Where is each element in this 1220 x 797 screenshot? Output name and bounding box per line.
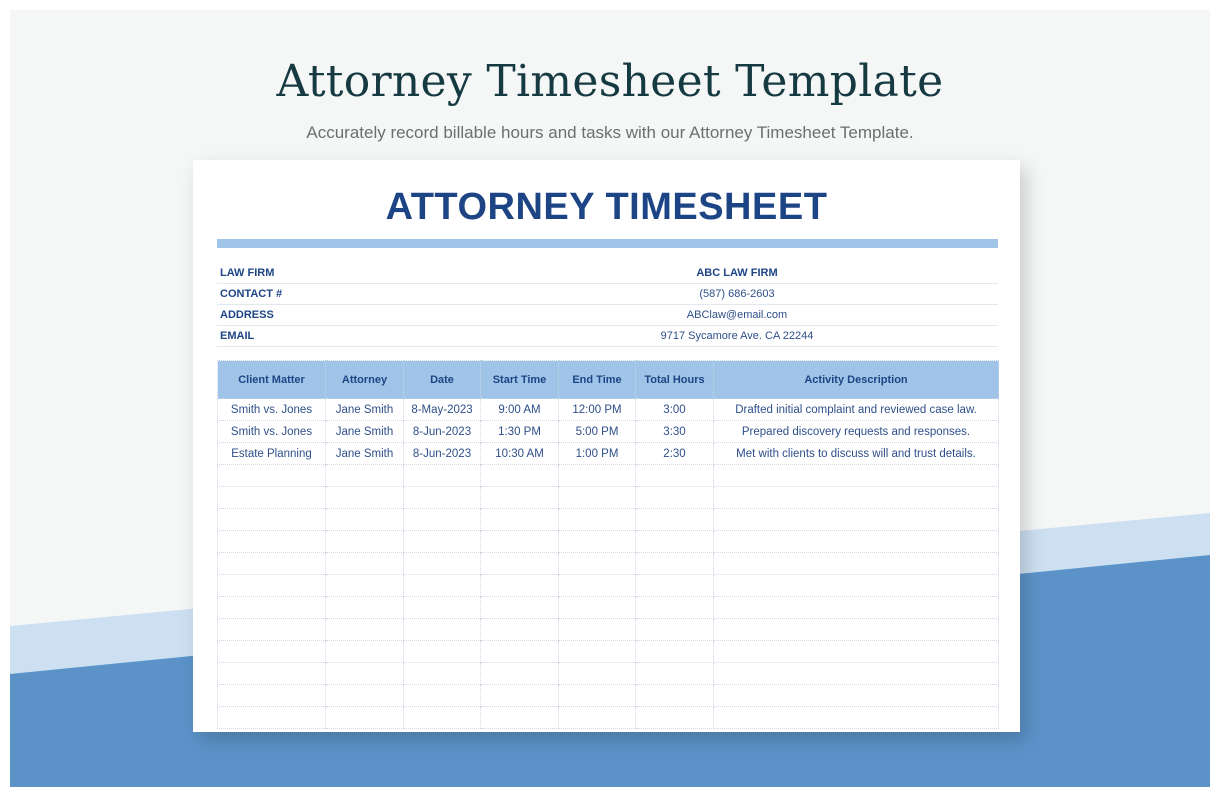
empty-table-cell[interactable] bbox=[218, 487, 326, 509]
empty-table-row bbox=[218, 663, 999, 685]
column-header: End Time bbox=[559, 361, 636, 399]
empty-table-cell[interactable] bbox=[714, 707, 999, 729]
column-header: Client Matter bbox=[218, 361, 326, 399]
empty-table-cell[interactable] bbox=[481, 509, 559, 531]
table-cell[interactable]: 8-Jun-2023 bbox=[404, 443, 481, 465]
empty-table-cell[interactable] bbox=[636, 487, 714, 509]
sheet-title: ATTORNEY TIMESHEET bbox=[385, 186, 828, 228]
empty-table-cell[interactable] bbox=[218, 641, 326, 663]
empty-table-row bbox=[218, 619, 999, 641]
column-header: Attorney bbox=[326, 361, 404, 399]
empty-table-cell[interactable] bbox=[481, 575, 559, 597]
empty-table-cell[interactable] bbox=[326, 641, 404, 663]
empty-table-cell[interactable] bbox=[636, 641, 714, 663]
empty-table-row bbox=[218, 641, 999, 663]
empty-table-cell[interactable] bbox=[714, 619, 999, 641]
empty-table-row bbox=[218, 465, 999, 487]
empty-table-cell[interactable] bbox=[404, 641, 481, 663]
empty-table-cell[interactable] bbox=[326, 575, 404, 597]
empty-table-cell[interactable] bbox=[559, 531, 636, 553]
empty-table-cell[interactable] bbox=[559, 465, 636, 487]
column-header: Activity Description bbox=[714, 361, 999, 399]
info-label: ADDRESS bbox=[220, 309, 274, 321]
timesheet-document bbox=[193, 160, 1020, 732]
empty-table-cell[interactable] bbox=[636, 685, 714, 707]
info-value: (587) 686-2603 bbox=[699, 288, 775, 300]
info-row-address bbox=[217, 305, 998, 326]
empty-table-cell[interactable] bbox=[636, 663, 714, 685]
hero-title: Attorney Timesheet Template bbox=[276, 56, 944, 107]
empty-table-cell[interactable] bbox=[326, 531, 404, 553]
info-label: CONTACT # bbox=[220, 288, 283, 300]
empty-table-cell[interactable] bbox=[404, 663, 481, 685]
empty-table-cell[interactable] bbox=[636, 553, 714, 575]
empty-table-cell[interactable] bbox=[714, 597, 999, 619]
empty-table-cell[interactable] bbox=[481, 465, 559, 487]
empty-table-row bbox=[218, 553, 999, 575]
table-cell[interactable]: Jane Smith bbox=[326, 443, 404, 465]
empty-table-cell[interactable] bbox=[714, 641, 999, 663]
empty-table-cell[interactable] bbox=[636, 597, 714, 619]
table-cell[interactable]: 8-May-2023 bbox=[404, 399, 481, 421]
empty-table-cell[interactable] bbox=[404, 553, 481, 575]
empty-table-cell[interactable] bbox=[404, 707, 481, 729]
empty-table-cell[interactable] bbox=[714, 465, 999, 487]
title-divider-bar bbox=[217, 239, 998, 248]
empty-table-cell[interactable] bbox=[404, 575, 481, 597]
table-row bbox=[218, 443, 999, 465]
empty-table-cell[interactable] bbox=[218, 707, 326, 729]
empty-table-cell[interactable] bbox=[218, 531, 326, 553]
empty-table-cell[interactable] bbox=[714, 531, 999, 553]
empty-table-cell[interactable] bbox=[326, 663, 404, 685]
empty-table-cell[interactable] bbox=[218, 575, 326, 597]
empty-table-cell[interactable] bbox=[326, 707, 404, 729]
table-cell[interactable]: 8-Jun-2023 bbox=[404, 421, 481, 443]
empty-table-cell[interactable] bbox=[481, 553, 559, 575]
table-cell[interactable]: Met with clients to discuss will and trust details. bbox=[714, 443, 999, 465]
info-value: 9717 Sycamore Ave. CA 22244 bbox=[660, 330, 814, 342]
empty-table-cell[interactable] bbox=[559, 663, 636, 685]
table-cell[interactable]: 1:30 PM bbox=[481, 421, 559, 443]
empty-table-cell[interactable] bbox=[559, 597, 636, 619]
empty-table-cell[interactable] bbox=[559, 619, 636, 641]
empty-table-cell[interactable] bbox=[326, 553, 404, 575]
empty-table-cell[interactable] bbox=[714, 663, 999, 685]
empty-table-cell[interactable] bbox=[714, 685, 999, 707]
table-cell[interactable]: 3:00 bbox=[636, 399, 714, 421]
empty-table-cell[interactable] bbox=[559, 509, 636, 531]
empty-table-cell[interactable] bbox=[481, 641, 559, 663]
info-label: EMAIL bbox=[220, 330, 255, 342]
info-value: ABC LAW FIRM bbox=[696, 267, 778, 279]
info-row-contact bbox=[217, 284, 998, 305]
empty-table-cell[interactable] bbox=[559, 487, 636, 509]
column-header: Start Time bbox=[481, 361, 559, 399]
empty-table-cell[interactable] bbox=[714, 509, 999, 531]
table-cell[interactable]: 12:00 PM bbox=[559, 399, 636, 421]
timesheet-table bbox=[217, 360, 999, 729]
empty-table-cell[interactable] bbox=[404, 531, 481, 553]
empty-table-cell[interactable] bbox=[636, 531, 714, 553]
column-header: Total Hours bbox=[636, 361, 714, 399]
table-cell[interactable]: 10:30 AM bbox=[481, 443, 559, 465]
empty-table-cell[interactable] bbox=[326, 597, 404, 619]
empty-table-cell[interactable] bbox=[404, 487, 481, 509]
table-cell[interactable]: Drafted initial complaint and reviewed case law. bbox=[714, 399, 999, 421]
table-cell[interactable]: 9:00 AM bbox=[481, 399, 559, 421]
empty-table-cell[interactable] bbox=[404, 597, 481, 619]
empty-table-cell[interactable] bbox=[218, 619, 326, 641]
empty-table-cell[interactable] bbox=[481, 487, 559, 509]
empty-table-cell[interactable] bbox=[218, 685, 326, 707]
empty-table-cell[interactable] bbox=[326, 509, 404, 531]
empty-table-row bbox=[218, 487, 999, 509]
empty-table-cell[interactable] bbox=[559, 707, 636, 729]
empty-table-cell[interactable] bbox=[481, 663, 559, 685]
table-cell[interactable]: 2:30 bbox=[636, 443, 714, 465]
empty-table-cell[interactable] bbox=[481, 597, 559, 619]
empty-table-cell[interactable] bbox=[636, 509, 714, 531]
empty-table-cell[interactable] bbox=[559, 575, 636, 597]
empty-table-cell[interactable] bbox=[559, 553, 636, 575]
firm-info-block bbox=[217, 263, 998, 347]
info-row-email bbox=[217, 326, 998, 347]
empty-table-cell[interactable] bbox=[218, 663, 326, 685]
table-cell[interactable]: Estate Planning bbox=[218, 443, 326, 465]
empty-table-cell[interactable] bbox=[481, 531, 559, 553]
empty-table-cell[interactable] bbox=[559, 641, 636, 663]
empty-table-cell[interactable] bbox=[481, 619, 559, 641]
table-cell[interactable]: Smith vs. Jones bbox=[218, 399, 326, 421]
table-cell[interactable]: 1:00 PM bbox=[559, 443, 636, 465]
empty-table-cell[interactable] bbox=[326, 487, 404, 509]
info-label: LAW FIRM bbox=[220, 267, 275, 279]
info-value: ABClaw@email.com bbox=[686, 309, 788, 321]
empty-table-cell[interactable] bbox=[481, 685, 559, 707]
empty-table-cell[interactable] bbox=[636, 707, 714, 729]
table-cell[interactable]: 3:30 bbox=[636, 421, 714, 443]
empty-table-row bbox=[218, 575, 999, 597]
empty-table-cell[interactable] bbox=[714, 575, 999, 597]
empty-table-cell[interactable] bbox=[218, 465, 326, 487]
empty-table-cell[interactable] bbox=[481, 707, 559, 729]
empty-table-row bbox=[218, 707, 999, 729]
empty-table-cell[interactable] bbox=[326, 619, 404, 641]
empty-table-cell[interactable] bbox=[636, 465, 714, 487]
empty-table-cell[interactable] bbox=[326, 465, 404, 487]
empty-table-cell[interactable] bbox=[559, 685, 636, 707]
hero-subtitle: Accurately record billable hours and tasks with our Attorney Timesheet Template. bbox=[306, 123, 914, 142]
empty-table-cell[interactable] bbox=[218, 553, 326, 575]
table-cell[interactable]: 5:00 PM bbox=[559, 421, 636, 443]
table-cell[interactable]: Smith vs. Jones bbox=[218, 421, 326, 443]
column-header: Date bbox=[404, 361, 481, 399]
empty-table-cell[interactable] bbox=[218, 509, 326, 531]
empty-table-cell[interactable] bbox=[636, 575, 714, 597]
empty-table-cell[interactable] bbox=[404, 619, 481, 641]
empty-table-cell[interactable] bbox=[636, 619, 714, 641]
empty-table-row bbox=[218, 597, 999, 619]
table-cell[interactable]: Jane Smith bbox=[326, 399, 404, 421]
empty-table-cell[interactable] bbox=[326, 685, 404, 707]
empty-table-cell[interactable] bbox=[218, 597, 326, 619]
page-background bbox=[10, 10, 1210, 787]
empty-table-cell[interactable] bbox=[404, 465, 481, 487]
table-row bbox=[218, 399, 999, 421]
table-cell[interactable]: Jane Smith bbox=[326, 421, 404, 443]
empty-table-row bbox=[218, 685, 999, 707]
empty-table-cell[interactable] bbox=[714, 553, 999, 575]
empty-table-row bbox=[218, 531, 999, 553]
empty-table-cell[interactable] bbox=[404, 509, 481, 531]
table-header-row bbox=[218, 361, 999, 399]
table-row bbox=[218, 421, 999, 443]
empty-table-cell[interactable] bbox=[714, 487, 999, 509]
info-row-law-firm bbox=[217, 263, 998, 284]
empty-table-row bbox=[218, 509, 999, 531]
empty-table-cell[interactable] bbox=[404, 685, 481, 707]
table-cell[interactable]: Prepared discovery requests and responses. bbox=[714, 421, 999, 443]
